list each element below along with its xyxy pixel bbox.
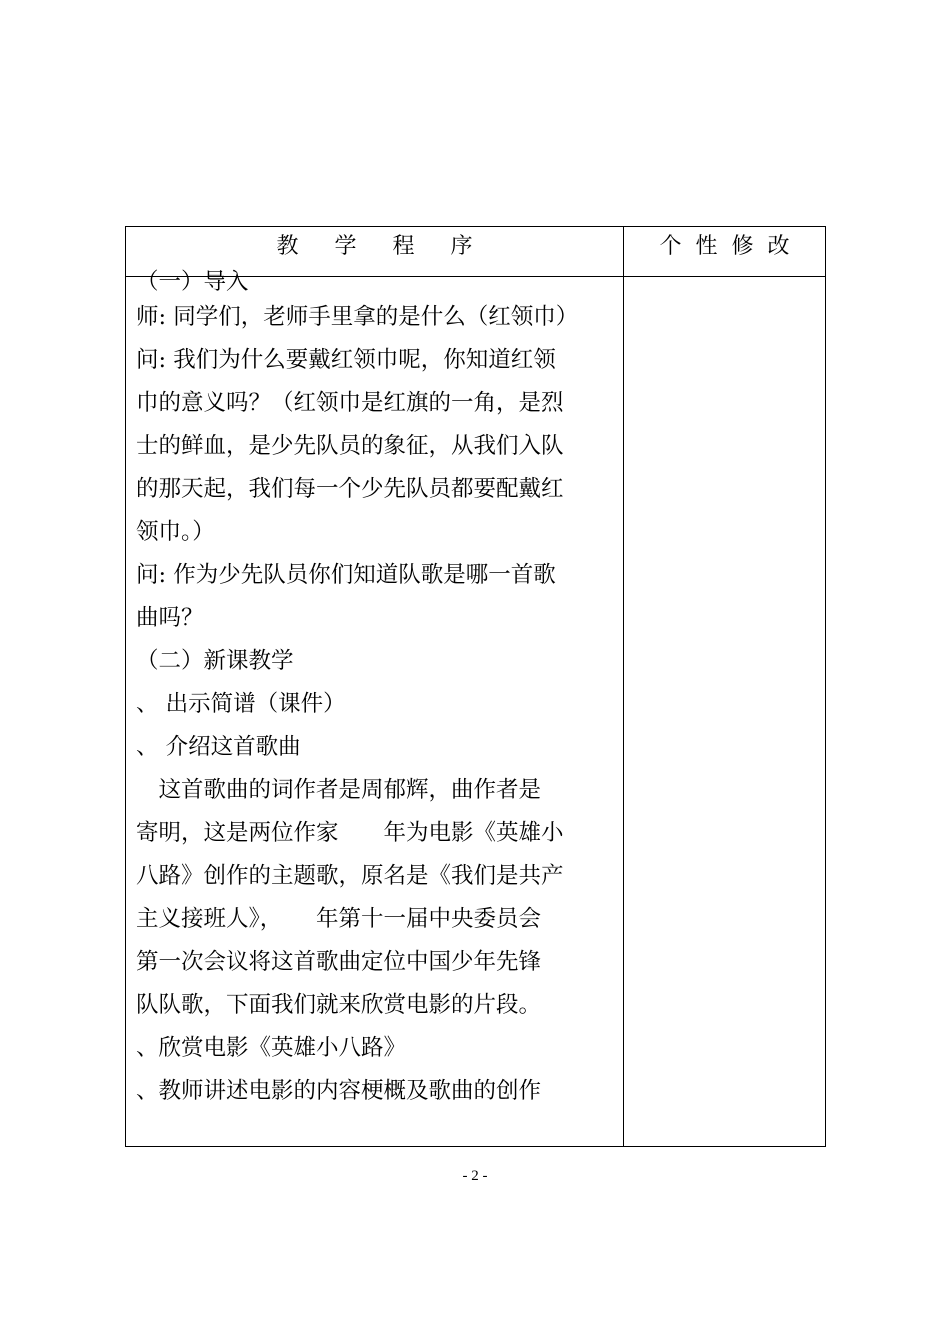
text-line: 、教师讲述电影的内容梗概及歌曲的创作 xyxy=(136,1078,542,1104)
lesson-plan-table xyxy=(125,226,826,1147)
text-line: 这首歌曲的词作者是周郁辉，曲作者是 xyxy=(136,777,542,803)
text-line: 主义接班人》， 年第十一届中央委员会 xyxy=(136,906,542,932)
teaching-procedure-cell xyxy=(136,269,616,1113)
text-line: 八路》创作的主题歌，原名是《我们是共产 xyxy=(136,863,564,889)
text-line: 的那天起，我们每一个少先队员都要配戴红 xyxy=(136,476,564,502)
header-personal-revision: 个性修改 xyxy=(659,234,804,259)
page-number: - 2 - xyxy=(462,1168,488,1184)
text-line: 曲吗？ xyxy=(136,605,204,631)
text-line: 领巾。） xyxy=(136,519,215,545)
column-divider xyxy=(623,227,624,1146)
text-line: （二）新课教学 xyxy=(136,648,294,674)
text-line: 问: 作为少先队员你们知道队歌是哪一首歌 xyxy=(136,562,556,588)
header-teaching-procedure: 教学程序 xyxy=(276,234,509,259)
text-line: 第一次会议将这首歌曲定位中国少年先锋 xyxy=(136,949,542,975)
text-line: 问: 我们为什么要戴红领巾呢，你知道红领 xyxy=(136,347,556,373)
text-line: 士的鲜血，是少先队员的象征，从我们入队 xyxy=(136,433,564,459)
text-line: 、 介绍这首歌曲 xyxy=(136,734,301,760)
text-line: 队队歌，下面我们就来欣赏电影的片段。 xyxy=(136,992,542,1018)
text-line: 寄明，这是两位作家 年为电影《英雄小 xyxy=(136,820,564,846)
text-line: 、 出示简谱（课件） xyxy=(136,691,346,717)
text-line: 、欣赏电影《英雄小八路》 xyxy=(136,1035,407,1061)
text-line: 师: 同学们，老师手里拿的是什么（红领巾） xyxy=(136,304,579,330)
text-line: 巾的意义吗？（红领巾是红旗的一角，是烈 xyxy=(136,390,564,416)
text-line: （一）导入 xyxy=(136,269,249,295)
